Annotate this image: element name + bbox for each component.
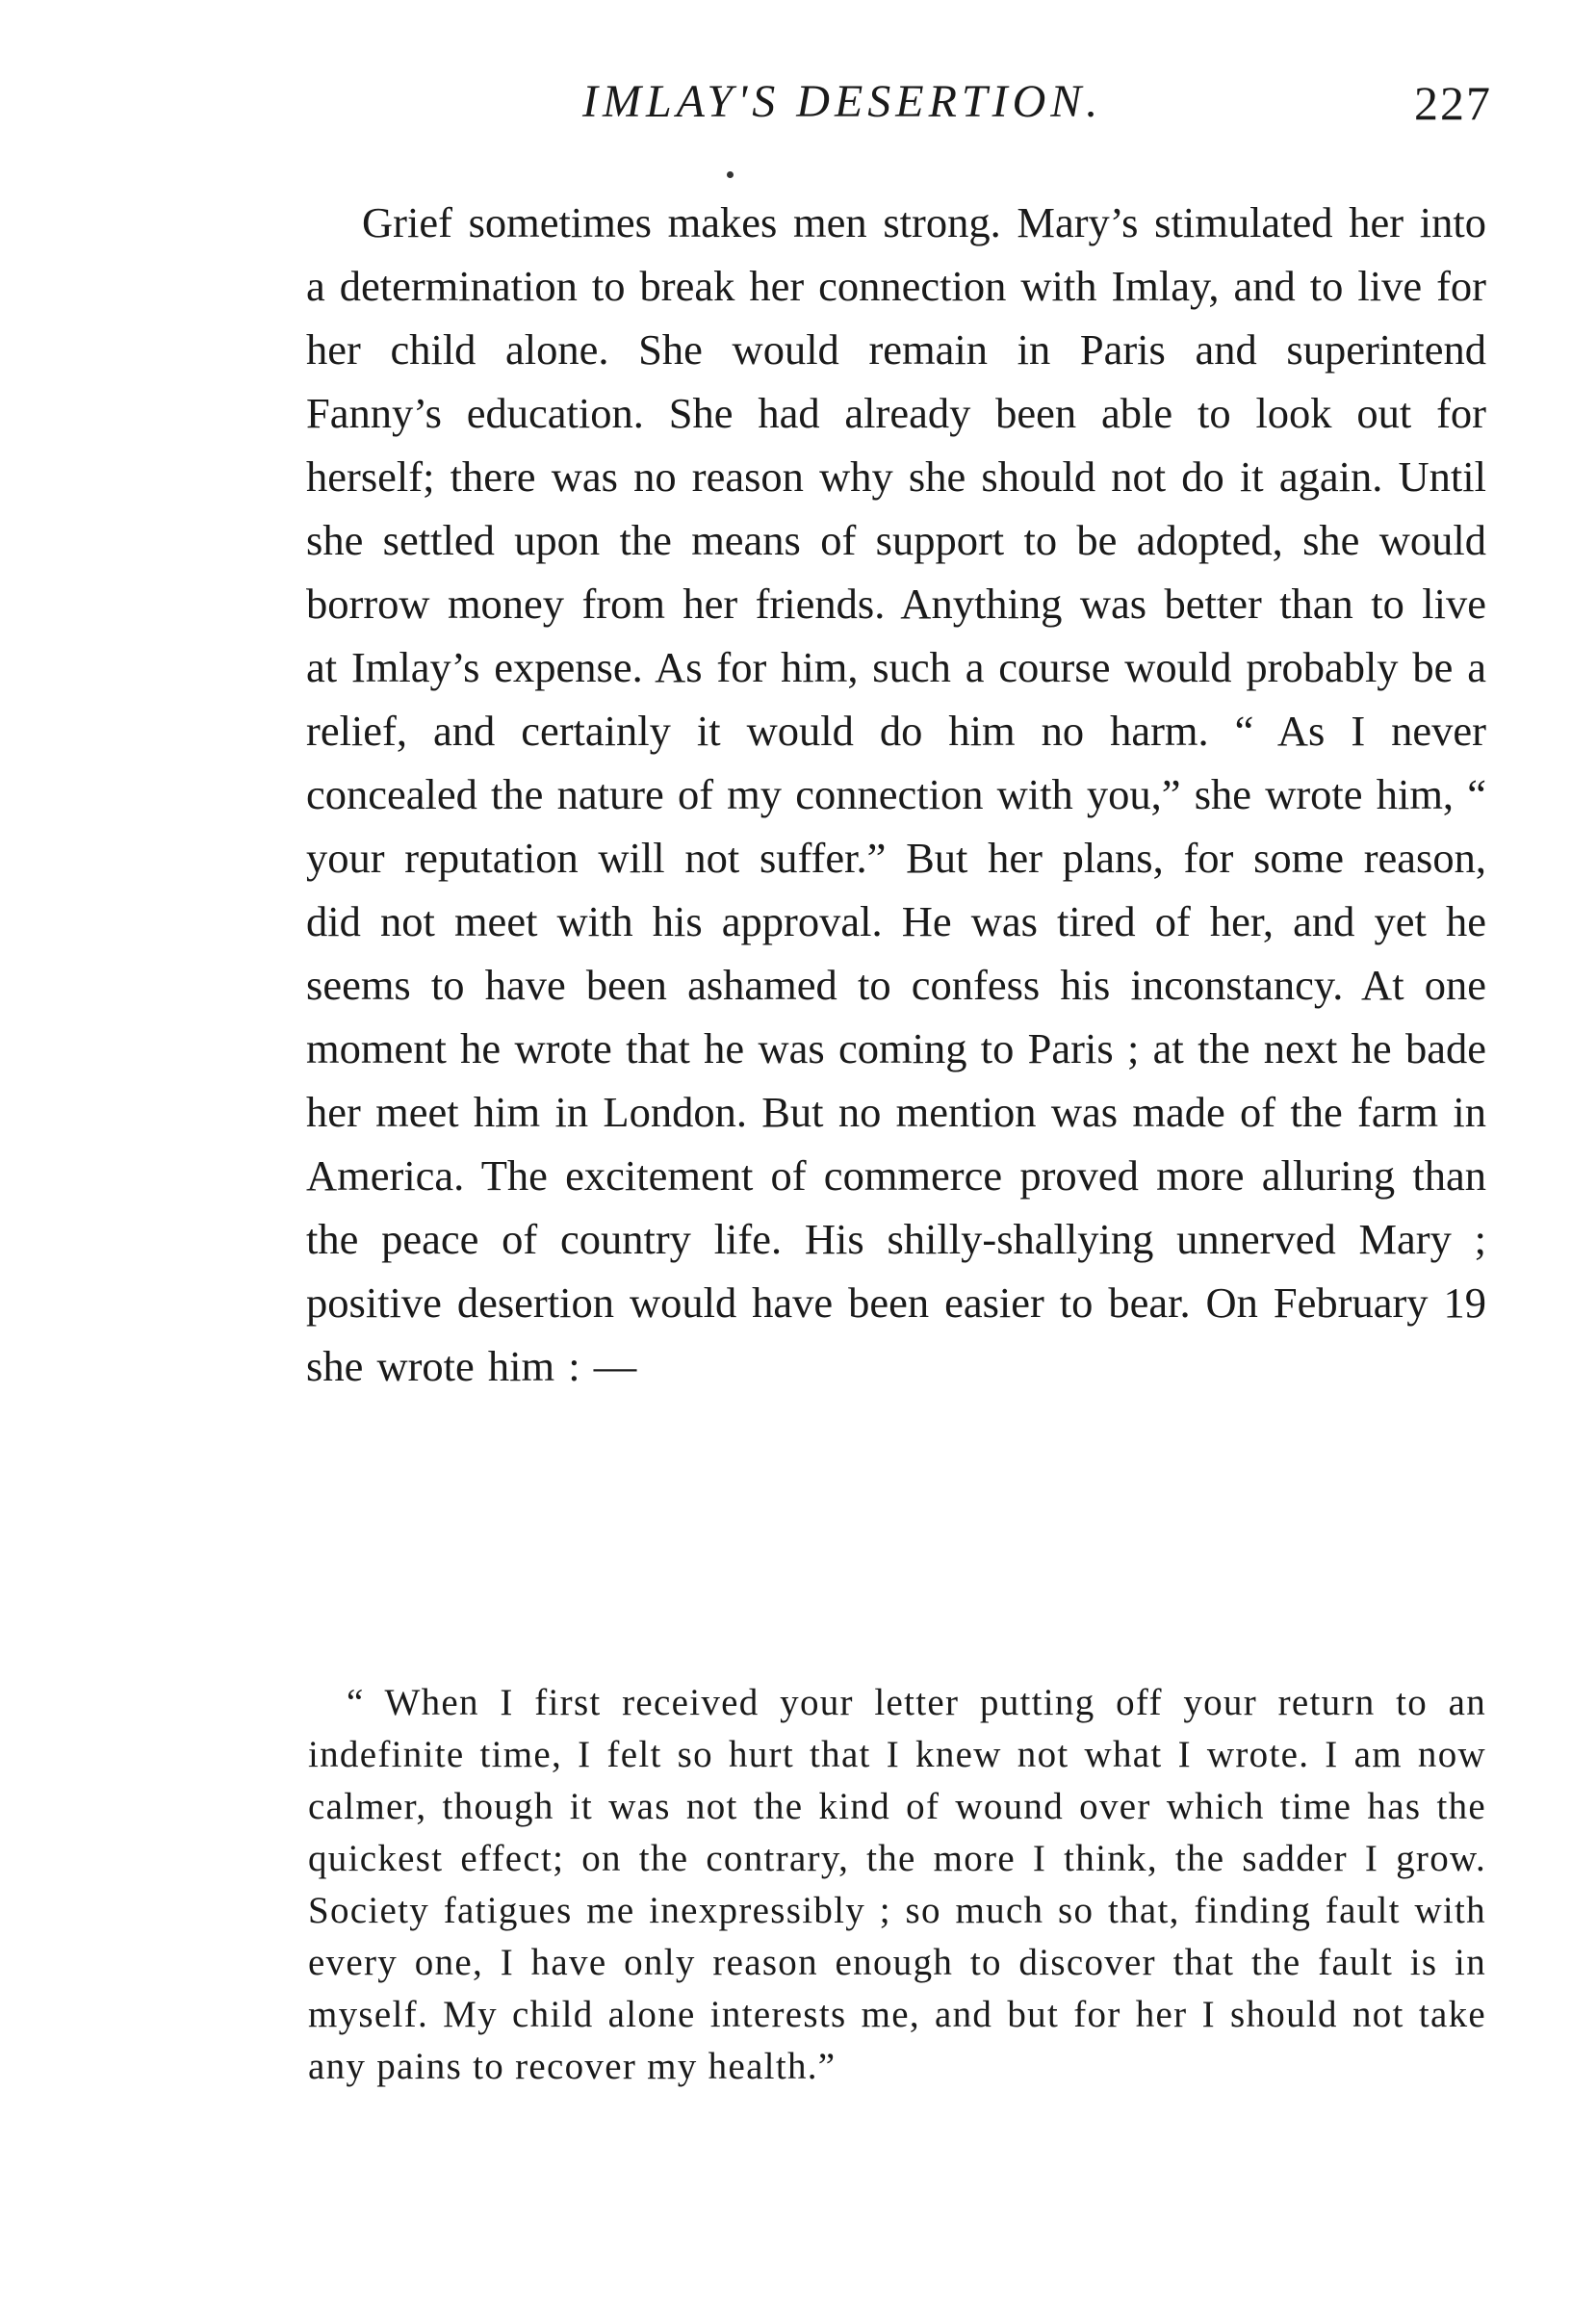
running-head [289,75,1492,152]
page-number: 227 [1414,76,1492,130]
body-paragraph: Grief sometimes makes men strong. Mary’s stimulated her into a determination to break her connection with Imlay, and to live for her child alone. She would remain in Paris and superintend Fanny’s education. She had already been able to look out for herself; there was no reason why she should not do it again. Until she settled upon the means of support to be adopted, she would borrow money from her friends. Anything was better than to live at Imlay’s expense. As for him, such a course would probably be a relief, and certainly it would do him no harm. “ As I never concealed the nature of my connection with you,” she wrote him, “ your reputation will not suffer.” But her plans, for some reason, did not meet with his approval. He was tired of her, and yet he seems to have been ashamed to confess his inconstancy. At one moment he wrote that he was coming to Paris ; at the next he bade her meet him in London. But no mention was made of the farm in America. The excitement of commerce proved more alluring than the peace of country life. His shilly-shallying unnerved Mary ; positive desertion would have been easier to bear. On February 19 she wrote him : — [306,198,1486,1390]
print-speck [727,171,734,178]
letter-quotation: “ When I first received your letter putting off your return to an indefinite time, I felt so hurt that I knew not what I wrote. I am now calmer, though it was not the kind of wound over which time has the quickest effect; on the contrary, the more I think, the sadder I grow. Society fatigues me inexpressibly ; so much so that, finding fault with every one, I have only reason enough to discover that the fault is in myself. My child alone interests me, and but for her I should not take any pains to recover my health.” [308,1682,1486,2087]
running-title: IMLAY'S DESERTION. [582,76,1103,127]
